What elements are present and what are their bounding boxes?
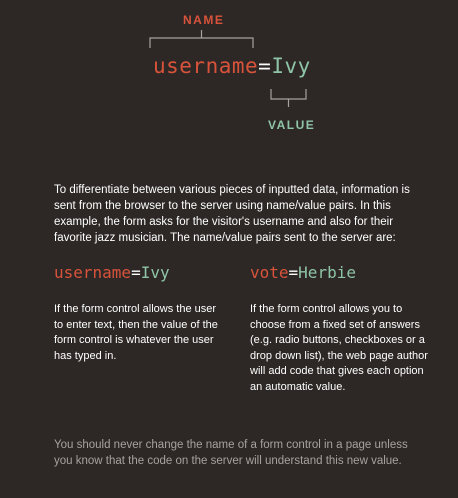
name-value-pair-diagram [153,54,311,78]
example-username-pair [54,263,170,282]
pair-equals: = [258,54,272,78]
example-vote-description: If the form control allows you to choose from a fixed set of answers (e.g. radio buttons, checkboxes or a drop down list), the web page author will add code that gives each option an automatic value. [250,303,428,393]
value-label: VALUE [268,118,316,132]
note-paragraph: You should never change the name of a form control in a page unless you know that the code on the server will understand this new value. [54,439,408,467]
example-equals: = [131,263,141,282]
example-value: Herbie [298,263,356,282]
example-equals: = [288,263,299,282]
name-label: NAME [183,13,225,27]
example-username-description: If the form control allows the user to enter text, then the value of the form control is whatever the user has typed in. [54,303,218,362]
example-value: Ivy [140,263,170,282]
example-name: username [54,263,132,282]
pair-value: Ivy [271,54,311,78]
example-name: vote [250,263,289,282]
pair-name: username [153,54,259,78]
name-bracket [150,30,253,48]
intro-paragraph: To differentiate between various pieces of inputted data, information is sent from the browser to the server using name/value pairs. In this example, the form asks for the visitor's username and also for their favorite jazz musician. The name/value pairs sent to the server are: [54,184,410,244]
example-vote-pair [250,263,356,282]
value-bracket [271,89,306,107]
